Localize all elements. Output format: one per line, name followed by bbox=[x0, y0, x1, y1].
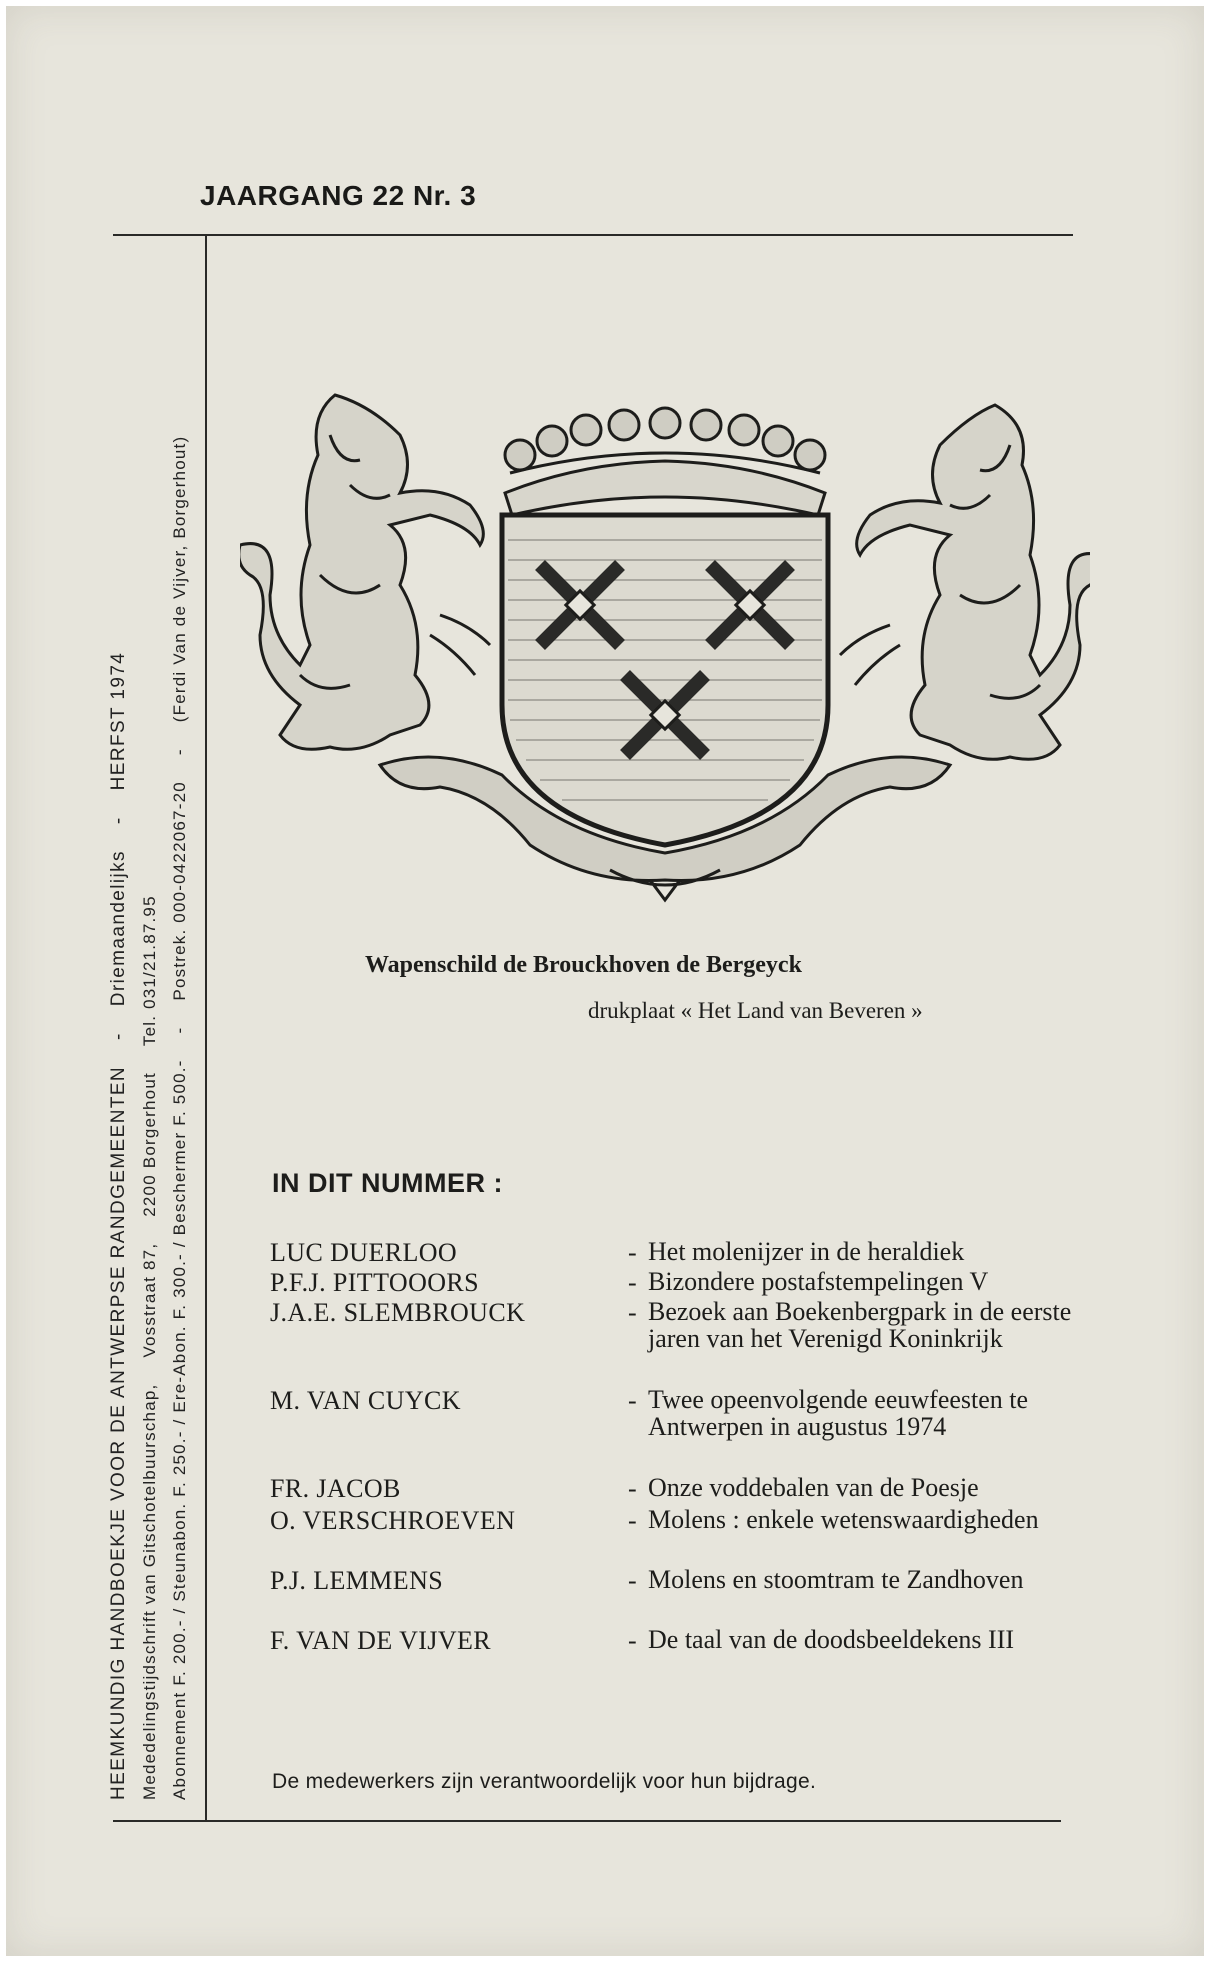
coat-of-arms-illustration bbox=[240, 375, 1090, 910]
lion-icon bbox=[840, 405, 1090, 759]
toc-topic: Bizondere postafstempelingen V bbox=[648, 1267, 989, 1296]
spine-line-3: Abonnement F. 200.- / Steunabon. F. 250.- / Ere-Abon. F. 300.- / Beschermer F. 500.--Postrek. 000-0422067-20-(Ferdi Van de Vijver, Borgerhout) bbox=[170, 435, 189, 1800]
toc-author: FR. JACOB bbox=[270, 1474, 401, 1503]
toc-topic: Het molenijzer in de heraldiek bbox=[648, 1237, 965, 1266]
toc-topic: Molens en stoomtram te Zandhoven bbox=[648, 1565, 1024, 1594]
toc-dash: - bbox=[628, 1626, 637, 1655]
illustration-credit: drukplaat « Het Land van Beveren » bbox=[588, 998, 923, 1023]
toc-dash: - bbox=[628, 1238, 637, 1267]
spine-line-1: HEEMKUNDIG HANDBOEKJE VOOR DE ANTWERPSE RANDGEMEENTEN-Driemaandelijks-HERFST 1974 bbox=[108, 651, 129, 1800]
contents-heading: IN DIT NUMMER : bbox=[272, 1168, 503, 1198]
toc-dash: - bbox=[628, 1298, 637, 1327]
toc-dash: - bbox=[628, 1566, 637, 1595]
toc-topic: Onze voddebalen van de Poesje bbox=[648, 1473, 979, 1502]
shield-icon bbox=[502, 515, 828, 845]
illustration-caption: Wapenschild de Brouckhoven de Bergeyck bbox=[365, 952, 802, 978]
toc-dash: - bbox=[628, 1474, 637, 1503]
toc-dash: - bbox=[628, 1386, 637, 1415]
toc-author: J.A.E. SLEMBROUCK bbox=[270, 1298, 526, 1327]
toc-topic: De taal van de doodsbeeldekens III bbox=[648, 1625, 1015, 1654]
toc-author: P.J. LEMMENS bbox=[270, 1566, 444, 1595]
toc-dash: - bbox=[628, 1268, 637, 1297]
top-rule bbox=[113, 234, 1073, 236]
toc-author: P.F.J. PITTOOORS bbox=[270, 1268, 480, 1297]
lion-icon bbox=[240, 395, 490, 749]
spine-rule bbox=[205, 236, 207, 1822]
toc-author: F. VAN DE VIJVER bbox=[270, 1626, 492, 1655]
toc-author: M. VAN CUYCK bbox=[270, 1386, 461, 1415]
toc-author: O. VERSCHROEVEN bbox=[270, 1506, 516, 1535]
volume-issue-heading: JAARGANG 22 Nr. 3 bbox=[200, 180, 477, 211]
contributors-note: De medewerkers zijn verantwoordelijk voor hun bijdrage. bbox=[272, 1770, 817, 1793]
toc-topic: Twee opeenvolgende eeuwfeesten te Antwerpen in augustus 1974 bbox=[648, 1385, 1029, 1441]
bottom-rule bbox=[113, 1820, 1061, 1822]
toc-author: LUC DUERLOO bbox=[270, 1238, 458, 1267]
toc-dash: - bbox=[628, 1506, 637, 1535]
crown-icon bbox=[505, 408, 825, 515]
toc-topic: Bezoek aan Boekenbergpark in de eerste jaren van het Verenigd Koninkrijk bbox=[648, 1297, 1072, 1353]
toc-topic: Molens : enkele wetenswaardigheden bbox=[648, 1505, 1039, 1534]
spine-line-2: Mededelingstijdschrift van Gitschotelbuurschap,Vosstraat 87,2200 BorgerhoutTel. 031/21.87.95 bbox=[140, 895, 159, 1800]
